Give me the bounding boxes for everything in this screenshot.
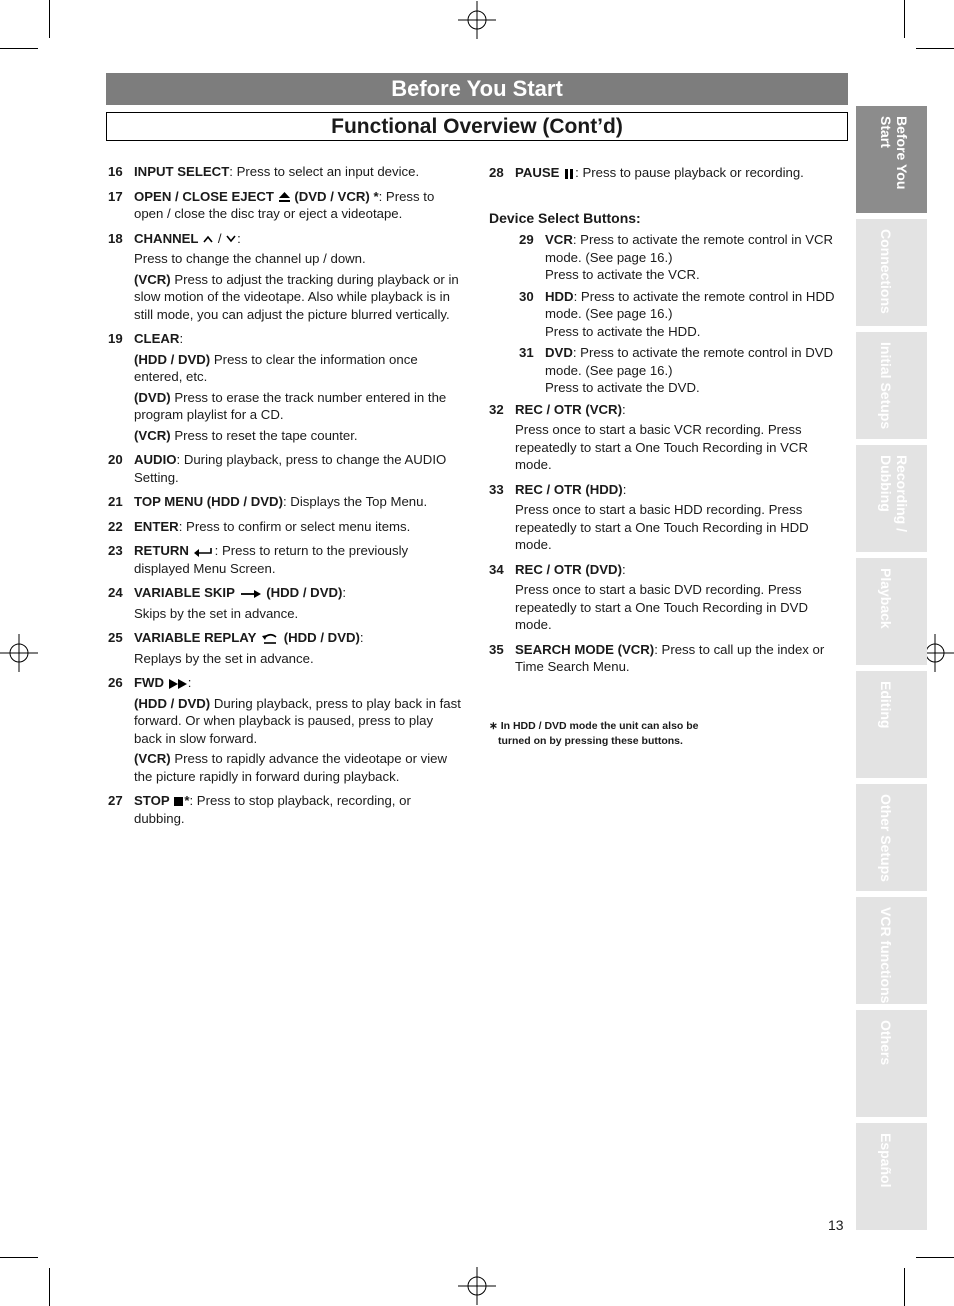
item-mode: (HDD / DVD): [134, 695, 211, 711]
item-text: : Press to pause playback or recording.: [575, 165, 804, 180]
item-text: Press to clear the information once entered, etc.: [134, 351, 418, 384]
item-label: REC / OTR (VCR): [515, 401, 622, 417]
item-number: 27: [108, 793, 123, 808]
registration-mark: [458, 1, 496, 39]
item-mode: (VCR): [134, 751, 171, 766]
item-text: : Press to call up the index or Time Search Menu.: [515, 641, 825, 674]
page-title: Functional Overview (Cont’d): [106, 112, 848, 141]
item-text: : During playback, press to change the AUDIO Setting.: [134, 452, 447, 485]
item-text: Press to change the channel up / down.: [134, 251, 366, 266]
right-column: [489, 164, 841, 749]
item-label: FWD: [134, 675, 165, 690]
item-text: Replays by the set in advance.: [134, 650, 314, 666]
footnote-line: turned on by pressing these buttons.: [498, 734, 683, 747]
list-item: [108, 163, 464, 184]
item-mode: (HDD / DVD): [134, 351, 211, 367]
item-number: 30: [519, 288, 534, 304]
crop-mark: [916, 48, 954, 49]
item-number: 25: [108, 630, 123, 645]
list-item: [108, 451, 464, 489]
item-number: 21: [108, 494, 123, 509]
tab-vcr-functions[interactable]: [856, 897, 927, 1004]
item-number: 22: [108, 518, 123, 534]
crop-mark: [49, 0, 50, 38]
item-text: :: [621, 401, 626, 417]
item-number: 18: [108, 230, 123, 246]
item-mode: (VCR): [134, 271, 171, 287]
list-item: 18 CHANNEL / : Press to change the channel up / down. (VCR) Press to adjust the tracking during playback or in slow motion of the videotape. Also while playback is in still mode, you can adjust the picture blurred vertically.: [108, 230, 464, 327]
item-text: Press to activate the VCR.: [545, 267, 700, 282]
item-number: 31: [519, 345, 534, 360]
list-item: [108, 674, 464, 788]
list-item: [108, 629, 464, 670]
list-item: [519, 344, 841, 397]
tab-others[interactable]: [856, 1010, 927, 1117]
list-item: [108, 792, 464, 830]
item-number: 35: [489, 641, 504, 657]
item-number: 26: [108, 675, 123, 690]
footnote: [489, 719, 841, 749]
tab-before-you-start[interactable]: [856, 106, 927, 213]
list-item: [519, 288, 841, 341]
list-item: [108, 518, 464, 539]
list-item: [489, 401, 841, 477]
tab-playback[interactable]: [856, 558, 927, 665]
crop-mark: [49, 1268, 50, 1306]
item-text: :: [622, 481, 627, 497]
left-column: [108, 163, 464, 834]
item-text: :: [187, 675, 192, 690]
crop-mark: [916, 1257, 954, 1258]
list-item: [108, 493, 464, 514]
item-label: CHANNEL: [134, 230, 199, 246]
list-item: [108, 542, 464, 580]
registration-mark: [458, 1267, 496, 1305]
tab-label: Editing: [878, 681, 894, 729]
tab-espanol[interactable]: [856, 1123, 927, 1230]
item-text: :: [359, 630, 364, 645]
item-text: : Press to return to the previously displayed Menu Screen.: [134, 543, 409, 576]
page-number: 13: [828, 1217, 844, 1233]
item-number: 17: [108, 188, 123, 204]
item-label: OPEN / CLOSE EJECT: [134, 188, 274, 204]
item-text: : Press to activate the remote control in DVD mode. (See page 16.): [545, 345, 834, 378]
return-icon: [193, 547, 215, 557]
item-number: 28: [489, 165, 504, 180]
section-banner: Before You Start: [106, 73, 848, 105]
list-item: [489, 164, 841, 182]
item-label: HDD: [545, 288, 574, 304]
item-text: Press to activate the DVD.: [545, 380, 700, 395]
item-text: : Press to activate the remote control in HDD mode. (See page 16.): [545, 288, 835, 321]
item-mode: (DVD): [134, 389, 171, 405]
item-label: TOP MENU (HDD / DVD): [134, 494, 283, 509]
item-number: 32: [489, 401, 504, 417]
item-text: :: [621, 561, 626, 577]
item-text: Press once to start a basic HDD recording. Press repeatedly to start a One Touch Recording in HDD mode.: [515, 502, 809, 552]
item-label: AUDIO: [134, 452, 177, 467]
item-text: Press to reset the tape counter.: [174, 427, 358, 443]
item-mode: (VCR): [134, 427, 171, 443]
list-item: [108, 330, 464, 447]
item-number: 23: [108, 543, 123, 558]
tab-label: Initial Setups: [878, 342, 894, 430]
tab-initial-setups[interactable]: [856, 332, 927, 439]
item-text: :: [342, 585, 347, 600]
item-label: VARIABLE SKIP: [134, 585, 235, 600]
item-number: 16: [108, 164, 123, 179]
item-text: : Press to activate the remote control in VCR mode. (See page 16.): [545, 232, 834, 265]
tab-other-setups[interactable]: [856, 784, 927, 891]
item-text: Press to rapidly advance the videotape or view the picture rapidly in forward during playback.: [134, 751, 448, 784]
tab-label: Playback: [878, 568, 894, 629]
item-number: 29: [519, 232, 534, 247]
item-label: SEARCH MODE (VCR): [515, 641, 655, 657]
list-item: [519, 231, 841, 284]
item-label: STOP: [134, 793, 170, 808]
fast-forward-icon: [168, 679, 188, 689]
skip-arrow-icon: [239, 589, 263, 599]
item-text: Press to erase the track number entered in the program playlist for a CD.: [134, 389, 447, 422]
item-mode: *: [184, 793, 190, 808]
crop-mark: [0, 1257, 38, 1258]
list-item: [489, 561, 841, 637]
item-number: 34: [489, 561, 504, 577]
item-text: : Press to open / close the disc tray or eject a videotape.: [134, 188, 435, 221]
list-item: [489, 481, 841, 557]
chevron-down-icon: [225, 234, 237, 244]
crop-mark: [904, 0, 905, 38]
section-heading: Device Select Buttons:: [489, 209, 641, 226]
list-item: [489, 641, 841, 679]
tab-label: Recording / Dubbing: [878, 455, 910, 533]
list-item: [108, 188, 464, 226]
item-text: :: [179, 331, 184, 346]
registration-mark: [0, 634, 38, 672]
item-label: INPUT SELECT: [134, 164, 230, 179]
item-number: 19: [108, 331, 123, 346]
item-text: Press to adjust the tracking during playback or in slow motion of the videotape. Also while playback is in still mode, you can adjust the picture blurred vertically.: [134, 271, 459, 322]
tab-editing[interactable]: [856, 671, 927, 778]
item-text: : Press to stop playback, recording, or dubbing.: [134, 793, 411, 826]
item-label: VARIABLE REPLAY: [134, 630, 257, 645]
crop-mark: [0, 48, 38, 49]
item-label: CLEAR: [134, 331, 180, 346]
item-text: Skips by the set in advance.: [134, 605, 299, 621]
item-label: VCR: [545, 232, 573, 247]
replay-icon: [260, 632, 280, 646]
stop-icon: [173, 796, 184, 807]
tab-label: Connections: [878, 229, 894, 314]
item-number: 33: [489, 481, 504, 497]
item-text: : Displays the Top Menu.: [282, 494, 428, 509]
item-text: Press once to start a basic VCR recording. Press repeatedly to start a One Touch Recording in VCR mode.: [515, 422, 808, 472]
list-item: [108, 584, 464, 625]
item-label: REC / OTR (HDD): [515, 481, 623, 497]
tab-label: VCR functions: [878, 907, 894, 1004]
item-mode: (DVD / VCR) *: [294, 188, 379, 204]
tab-label: Before You Start: [878, 116, 910, 190]
section-tabs: [856, 106, 927, 1236]
crop-mark: [904, 1268, 905, 1306]
tab-label: Español: [878, 1133, 894, 1188]
pause-icon: [563, 168, 575, 179]
item-label: DVD: [545, 345, 573, 360]
tab-recording-dubbing[interactable]: [856, 445, 927, 552]
item-number: 20: [108, 452, 123, 467]
item-label: ENTER: [134, 518, 179, 534]
item-label: PAUSE: [515, 165, 560, 180]
item-number: 24: [108, 585, 123, 600]
footnote-line: ∗ In HDD / DVD mode the unit can also be: [489, 719, 699, 732]
tab-label: Other Setups: [878, 794, 894, 882]
item-mode: (HDD / DVD): [266, 585, 343, 600]
chevron-up-icon: [202, 234, 214, 244]
item-text: :: [237, 230, 241, 246]
eject-icon: [278, 191, 291, 203]
item-text: : Press to select an input device.: [229, 164, 420, 179]
item-label: RETURN: [134, 543, 189, 558]
tab-connections[interactable]: [856, 219, 927, 326]
item-text: Press once to start a basic DVD recording. Press repeatedly to start a One Touch Recording in DVD mode.: [515, 582, 808, 632]
tab-label: Others: [878, 1020, 894, 1066]
item-mode: (HDD / DVD): [283, 630, 360, 645]
item-text: : Press to confirm or select menu items.: [178, 518, 411, 534]
item-text: Press to activate the HDD.: [545, 323, 701, 339]
item-text: During playback, press to play back in fast forward. Or when playback is paused, press to play back in slow forward.: [134, 695, 461, 746]
item-label: REC / OTR (DVD): [515, 561, 622, 577]
